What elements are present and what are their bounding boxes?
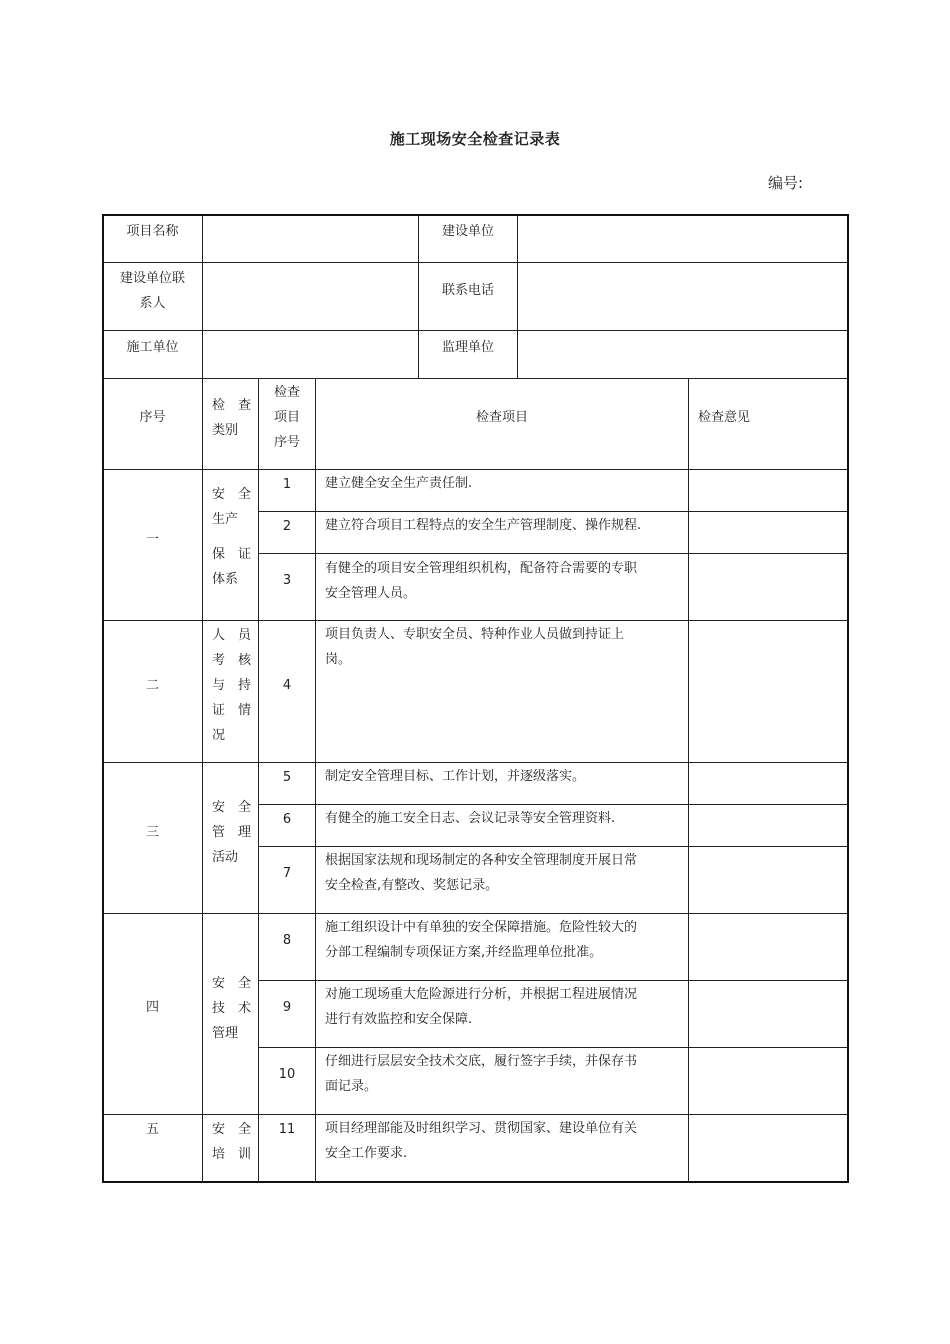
header-opinion: 检查意见 — [698, 410, 751, 425]
header-no: 序号 — [139, 410, 166, 425]
opinion-field[interactable] — [689, 470, 847, 511]
row-divider — [103, 378, 848, 379]
contractor-label: 施工单位 — [126, 340, 179, 355]
opinion-field[interactable] — [689, 554, 847, 620]
group-category: 人 员 考 核 与 持 证 情 况 — [212, 628, 252, 743]
serial-number-label: 编号: — [768, 174, 804, 192]
item-text: 有健全的施工安全日志、会议记录等安全管理资料. — [325, 811, 616, 826]
item-no: 10 — [278, 1067, 296, 1082]
item-text: 建立符合项目工程特点的安全生产管理制度、操作规程. — [325, 518, 642, 533]
column-divider — [202, 378, 203, 1182]
item-text: 建立健全安全生产责任制. — [325, 476, 473, 491]
group-no: 四 — [145, 1000, 159, 1015]
phone-field[interactable] — [518, 263, 847, 330]
opinion-field[interactable] — [689, 914, 847, 980]
supervisor-label: 监理单位 — [441, 340, 494, 355]
item-text: 根据国家法规和现场制定的各种安全管理制度开展日常 安全检查,有整改、奖惩记录。 — [325, 853, 638, 893]
opinion-field[interactable] — [689, 1048, 847, 1114]
item-no: 2 — [282, 519, 292, 534]
header-item: 检查项目 — [475, 410, 528, 425]
opinion-field[interactable] — [689, 1115, 847, 1181]
opinion-field[interactable] — [689, 621, 847, 762]
opinion-field[interactable] — [689, 763, 847, 804]
header-item-no: 检查 项目 序号 — [273, 385, 300, 450]
contractor-field[interactable] — [203, 331, 418, 378]
phone-label: 联系电话 — [441, 283, 494, 298]
item-no: 4 — [282, 678, 292, 693]
group-no: 一 — [145, 532, 159, 547]
opinion-field[interactable] — [689, 981, 847, 1047]
item-text: 制定安全管理目标、工作计划，并逐级落实。 — [325, 769, 586, 784]
group-no: 五 — [145, 1122, 159, 1137]
group-category: 安 全 培 训 — [212, 1122, 252, 1162]
item-text: 对施工现场重大危险源进行分析，并根据工程进展情况 进行有效监控和安全保障. — [325, 987, 638, 1027]
group-category: 安 全 技 术 管理 — [212, 976, 252, 1041]
opinion-field[interactable] — [689, 847, 847, 913]
opinion-field[interactable] — [689, 805, 847, 846]
item-no: 6 — [282, 812, 292, 827]
group-category: 安 全 生产 保 证 体系 — [212, 487, 252, 587]
client-label: 建设单位 — [441, 224, 494, 239]
item-text: 仔细进行层层安全技术交底，履行签字手续，并保存书 面记录。 — [325, 1054, 638, 1094]
item-no: 11 — [278, 1122, 296, 1137]
client-contact-label: 建设单位联 系人 — [119, 271, 185, 311]
supervisor-field[interactable] — [518, 331, 847, 378]
column-divider — [315, 378, 316, 1182]
item-text: 项目负责人、专职安全员、特种作业人员做到持证上 岗。 — [325, 627, 625, 667]
item-no: 5 — [282, 770, 292, 785]
client-contact-field[interactable] — [203, 263, 418, 330]
item-no: 3 — [282, 573, 292, 588]
client-field[interactable] — [518, 216, 847, 262]
group-no: 二 — [145, 678, 159, 693]
opinion-field[interactable] — [689, 512, 847, 553]
header-category: 检 查 类别 — [212, 398, 252, 438]
group-category: 安 全 管 理 活动 — [212, 800, 252, 865]
project-name-label: 项目名称 — [126, 224, 179, 239]
item-no: 8 — [282, 933, 292, 948]
group-no: 三 — [145, 825, 159, 840]
item-text: 项目经理部能及时组织学习、贯彻国家、建设单位有关 安全工作要求. — [325, 1121, 638, 1161]
project-name-field[interactable] — [203, 216, 418, 262]
item-text: 施工组织设计中有单独的安全保障措施。危险性较大的 分部工程编制专项保证方案,并经监理单位批准。 — [325, 920, 638, 960]
item-no: 7 — [282, 866, 292, 881]
item-text: 有健全的项目安全管理组织机构，配备符合需要的专职 安全管理人员。 — [325, 561, 638, 601]
item-no: 1 — [282, 477, 292, 492]
item-no: 9 — [282, 1000, 292, 1015]
document-title: 施工现场安全检查记录表 — [389, 130, 561, 148]
